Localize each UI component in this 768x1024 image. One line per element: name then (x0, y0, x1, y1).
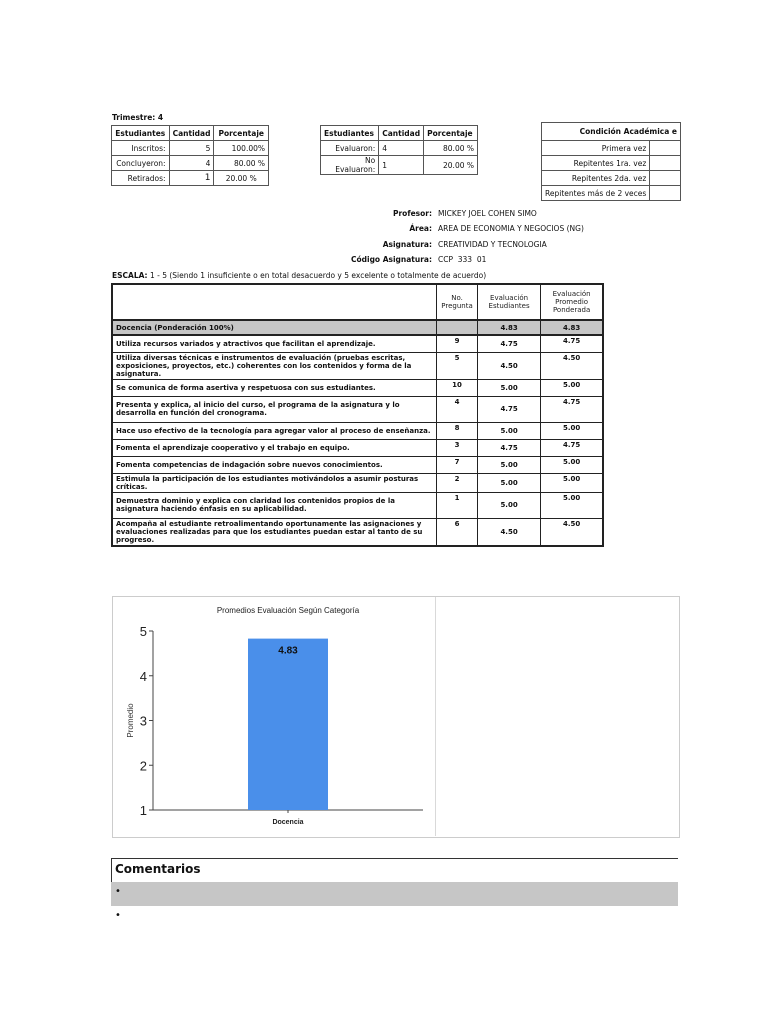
row-porcentaje: 100.00% (214, 141, 269, 156)
question-text: Fomenta competencias de indagación sobre nuevos conocimientos. (112, 456, 437, 473)
question-row (112, 473, 603, 492)
asignatura-value: CREATIVIDAD Y TECNOLOGIA (438, 240, 547, 249)
row-cantidad: 4 (379, 141, 424, 156)
evaluation-table (111, 283, 604, 547)
question-row (112, 396, 603, 422)
category-eval: 4.83 (477, 320, 540, 335)
question-pond: 4.50 (541, 352, 603, 379)
header-line: Ponderada (552, 306, 591, 314)
category-row (112, 320, 603, 335)
row-porcentaje: 80.00 % (214, 156, 269, 171)
question-number: 7 (437, 456, 478, 473)
category-pond: 4.83 (541, 320, 603, 335)
asignatura-label: Asignatura: (382, 240, 432, 249)
row-porcentaje: 80.00 % (424, 141, 478, 156)
question-pond: 5.00 (541, 422, 603, 439)
condition-row: Repitentes 1ra. vez (542, 156, 650, 171)
comments-title: Comentarios (111, 858, 678, 882)
question-eval: 5.00 (477, 492, 540, 518)
comment-item: • (111, 882, 678, 906)
row-label: No Evaluaron: (321, 156, 379, 175)
bar (248, 639, 328, 810)
codigo-value: CCP 333 01 (438, 255, 487, 264)
question-pond: 4.50 (541, 518, 603, 546)
condition-row: Primera vez (542, 141, 650, 156)
question-pond: 4.75 (541, 396, 603, 422)
trimestre-label: Trimestre: 4 (112, 113, 164, 122)
question-eval: 5.00 (477, 379, 540, 396)
question-text: Hace uso efectivo de la tecnología para agregar valor al proceso de enseñanza. (112, 422, 437, 439)
question-text: Acompaña al estudiante retroalimentando oportunamente las asignaciones y evaluaciones realizadas para que los estudiantes puedan estar al tanto de su progreso. (112, 518, 437, 546)
row-label: Evaluaron: (321, 141, 379, 156)
question-eval: 4.75 (477, 335, 540, 352)
condition-row: Repitentes más de 2 veces (542, 186, 650, 201)
row-cantidad: 1 (169, 171, 214, 186)
question-eval: 5.00 (477, 473, 540, 492)
condition-value (650, 186, 681, 201)
y-tick-label: 1 (139, 803, 147, 818)
question-row (112, 379, 603, 396)
question-text: Fomenta el aprendizaje cooperativo y el trabajo en equipo. (112, 439, 437, 456)
no-pregunta-header (437, 284, 478, 320)
question-number: 9 (437, 335, 478, 352)
question-pond: 5.00 (541, 492, 603, 518)
question-eval: 4.75 (477, 439, 540, 456)
y-axis-label: Promedio (126, 703, 135, 738)
question-eval: 5.00 (477, 422, 540, 439)
row-porcentaje: 20.00 % (424, 156, 478, 175)
escala-text: 1 - 5 (Siendo 1 insuficiente o en total desacuerdo y 5 excelente o totalmente de acuerdo) (147, 271, 487, 280)
eval-estudiantes-header (477, 284, 540, 320)
question-text: Se comunica de forma asertiva y respetuosa con sus estudiantes. (112, 379, 437, 396)
question-row (112, 492, 603, 518)
chart-container (112, 596, 680, 838)
question-text: Utiliza recursos variados y atractivos que facilitan el aprendizaje. (112, 335, 437, 352)
condition-title: Condición Académica e (542, 123, 681, 141)
question-number: 5 (437, 352, 478, 379)
x-tick-label: Docencia (272, 819, 304, 826)
header-porcentaje: Porcentaje (214, 126, 269, 141)
question-eval: 5.00 (477, 456, 540, 473)
profesor-label: Profesor: (392, 209, 432, 218)
category-no (437, 320, 478, 335)
category-label: Docencia (Ponderación 100%) (112, 320, 437, 335)
header-estudiantes: Estudiantes (321, 126, 379, 141)
header-line: Promedio (555, 298, 589, 306)
chart-title: Promedios Evaluación Según Categoría (216, 606, 360, 615)
question-text: Utiliza diversas técnicas e instrumentos de evaluación (pruebas escritas, exposiciones, proyectos, etc.) coherentes con los contenidos y forma de la asignatura. (112, 352, 437, 379)
condition-row: Repitentes 2da. vez (542, 171, 650, 186)
bar-chart (113, 597, 679, 837)
profesor-value: MICKEY JOEL COHEN SIMO (438, 209, 537, 218)
row-cantidad: 1 (379, 156, 424, 175)
question-text: Estimula la participación de los estudiantes motivándolos a asumir posturas críticas. (112, 473, 437, 492)
question-pond: 5.00 (541, 379, 603, 396)
question-number: 10 (437, 379, 478, 396)
question-eval: 4.50 (477, 352, 540, 379)
question-pond: 5.00 (541, 473, 603, 492)
condition-value (650, 171, 681, 186)
evaluators-table (320, 125, 478, 175)
header-line: Estudiantes (488, 302, 530, 310)
question-number: 4 (437, 396, 478, 422)
comment-item: • (115, 910, 121, 921)
row-cantidad: 5 (169, 141, 214, 156)
area-value: AREA DE ECONOMIA Y NEGOCIOS (NG) (438, 224, 584, 233)
row-label: Inscritos: (112, 141, 170, 156)
row-label: Retirados: (112, 171, 170, 186)
codigo-label: Código Asignatura: (350, 255, 432, 264)
header-estudiantes: Estudiantes (112, 126, 170, 141)
students-table (111, 125, 269, 186)
header-cantidad: Cantidad (169, 126, 214, 141)
question-row (112, 439, 603, 456)
y-tick-label: 5 (139, 624, 147, 639)
question-row (112, 352, 603, 379)
question-number: 1 (437, 492, 478, 518)
area-label: Área: (409, 224, 432, 233)
row-porcentaje: 20.00 % (214, 171, 269, 186)
question-pond: 4.75 (541, 439, 603, 456)
question-row (112, 422, 603, 439)
y-tick-label: 4 (139, 668, 147, 684)
question-row (112, 456, 603, 473)
question-text: Demuestra dominio y explica con claridad los contenidos propios de la asignatura haciendo énfasis en su aplicabilidad. (112, 492, 437, 518)
eval-ponderada-header (541, 284, 603, 320)
y-tick-label: 2 (139, 758, 147, 774)
condition-value (650, 156, 681, 171)
question-number: 2 (437, 473, 478, 492)
chart-divider (435, 597, 436, 836)
escala-line (112, 271, 486, 280)
row-label: Concluyeron: (112, 156, 170, 171)
header-line: Evaluación (490, 294, 529, 302)
y-tick-label: 3 (139, 713, 147, 729)
header-line: Evaluación (552, 290, 591, 298)
question-pond: 5.00 (541, 456, 603, 473)
question-eval: 4.50 (477, 518, 540, 546)
data-label: 4.83 (278, 645, 298, 657)
question-row (112, 518, 603, 546)
question-pond: 4.75 (541, 335, 603, 352)
question-number: 8 (437, 422, 478, 439)
question-eval: 4.75 (477, 396, 540, 422)
header-line: Pregunta (441, 302, 473, 310)
question-text: Presenta y explica, al inicio del curso, el programa de la asignatura y lo desarrolla en función del cronograma. (112, 396, 437, 422)
header-cantidad: Cantidad (379, 126, 424, 141)
question-row (112, 335, 603, 352)
question-number: 3 (437, 439, 478, 456)
academic-condition-table (541, 122, 681, 201)
header-porcentaje: Porcentaje (424, 126, 478, 141)
condition-value (650, 141, 681, 156)
header-line: No. (451, 294, 463, 302)
escala-label: ESCALA: (112, 271, 148, 280)
row-cantidad: 4 (169, 156, 214, 171)
question-number: 6 (437, 518, 478, 546)
question-header (112, 284, 437, 320)
